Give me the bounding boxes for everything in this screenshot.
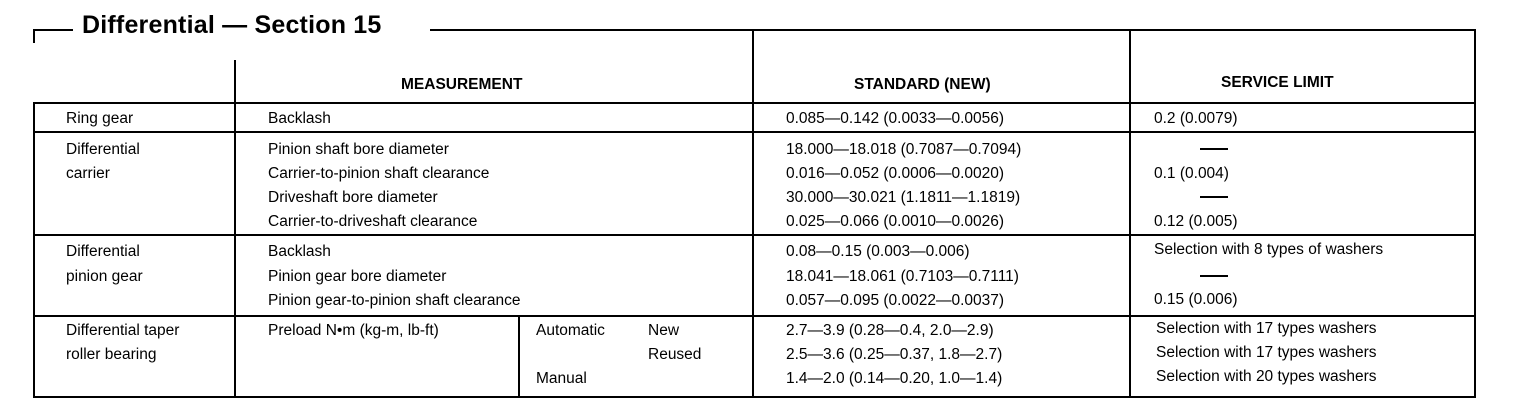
standard-value: 0.057—0.095 (0.0022—0.0037) [786,292,1005,309]
frame-top-left [33,29,73,31]
item-pinion-line1: Differential [66,243,140,260]
limit-none [1200,148,1228,150]
limit-value: 0.2 (0.0079) [1154,110,1238,127]
limit-value: 0.1 (0.004) [1154,165,1229,182]
item-pinion-line2: pinion gear [66,268,143,285]
limit-value: Selection with 20 types washers [1156,368,1377,385]
limit-none [1200,275,1228,277]
frame-left-lower [33,102,35,398]
standard-value: 30.000—30.021 (1.1811—1.1819) [786,189,1021,206]
limit-value: Selection with 8 types of washers [1154,241,1384,258]
measurement-text: Carrier-to-pinion shaft clearance [268,165,490,182]
col-divider-measurement [234,60,236,398]
measurement-text: Pinion gear bore diameter [268,268,447,285]
limit-value: 0.12 (0.005) [1154,213,1238,230]
standard-value: 0.025—0.066 (0.0010—0.0026) [786,213,1005,230]
standard-value: 0.016—0.052 (0.0006—0.0020) [786,165,1005,182]
limit-value: 0.15 (0.006) [1154,291,1238,308]
header-service-limit: SERVICE LIMIT [1221,74,1334,91]
row-divider-3 [33,315,1476,317]
frame-bottom [33,396,1476,398]
measurement-text: Backlash [268,110,331,127]
item-carrier-line1: Differential [66,141,140,158]
condition-reused: Reused [648,346,702,363]
transmission-automatic: Automatic [536,322,605,339]
standard-value: 2.7—3.9 (0.28—0.4, 2.0—2.9) [786,322,994,339]
transmission-manual: Manual [536,370,587,387]
item-ring-gear: Ring gear [66,110,134,127]
standard-value: 18.041—18.061 (0.7103—0.7111) [786,268,1019,285]
item-bearing-line1: Differential taper [66,322,180,339]
standard-value: 0.08—0.15 (0.003—0.006) [786,243,970,260]
col-divider-limit [1129,29,1131,398]
standard-value: 0.085—0.142 (0.0033—0.0056) [786,110,1005,127]
standard-value: 18.000—18.018 (0.7087—0.7094) [786,141,1022,158]
limit-value: Selection with 17 types washers [1156,344,1377,361]
measurement-text: Preload N•m (kg-m, lb-ft) [268,322,439,339]
item-bearing-line2: roller bearing [66,346,157,363]
row-divider-2 [33,234,1476,236]
measurement-text: Backlash [268,243,331,260]
item-carrier-line2: carrier [66,165,110,182]
frame-right [1474,29,1476,398]
measurement-text: Carrier-to-driveshaft clearance [268,213,478,230]
measurement-text: Pinion shaft bore diameter [268,141,449,158]
measurement-text: Driveshaft bore diameter [268,189,438,206]
header-divider [33,102,1476,104]
condition-new: New [648,322,680,339]
limit-value: Selection with 17 types washers [1156,320,1377,337]
col-divider-standard [752,29,754,398]
standard-value: 1.4—2.0 (0.14—0.20, 1.0—1.4) [786,370,1003,387]
header-measurement: MEASUREMENT [401,76,523,93]
header-standard: STANDARD (NEW) [854,76,991,93]
frame-top-right [430,29,1476,31]
limit-none [1200,196,1228,198]
page-title: Differential — Section 15 [78,11,386,40]
measurement-text: Pinion gear-to-pinion shaft clearance [268,292,521,309]
row-divider-1 [33,131,1476,133]
frame-left [33,29,35,43]
standard-value: 2.5—3.6 (0.25—0.37, 1.8—2.7) [786,346,1003,363]
col-divider-preload [518,315,520,398]
